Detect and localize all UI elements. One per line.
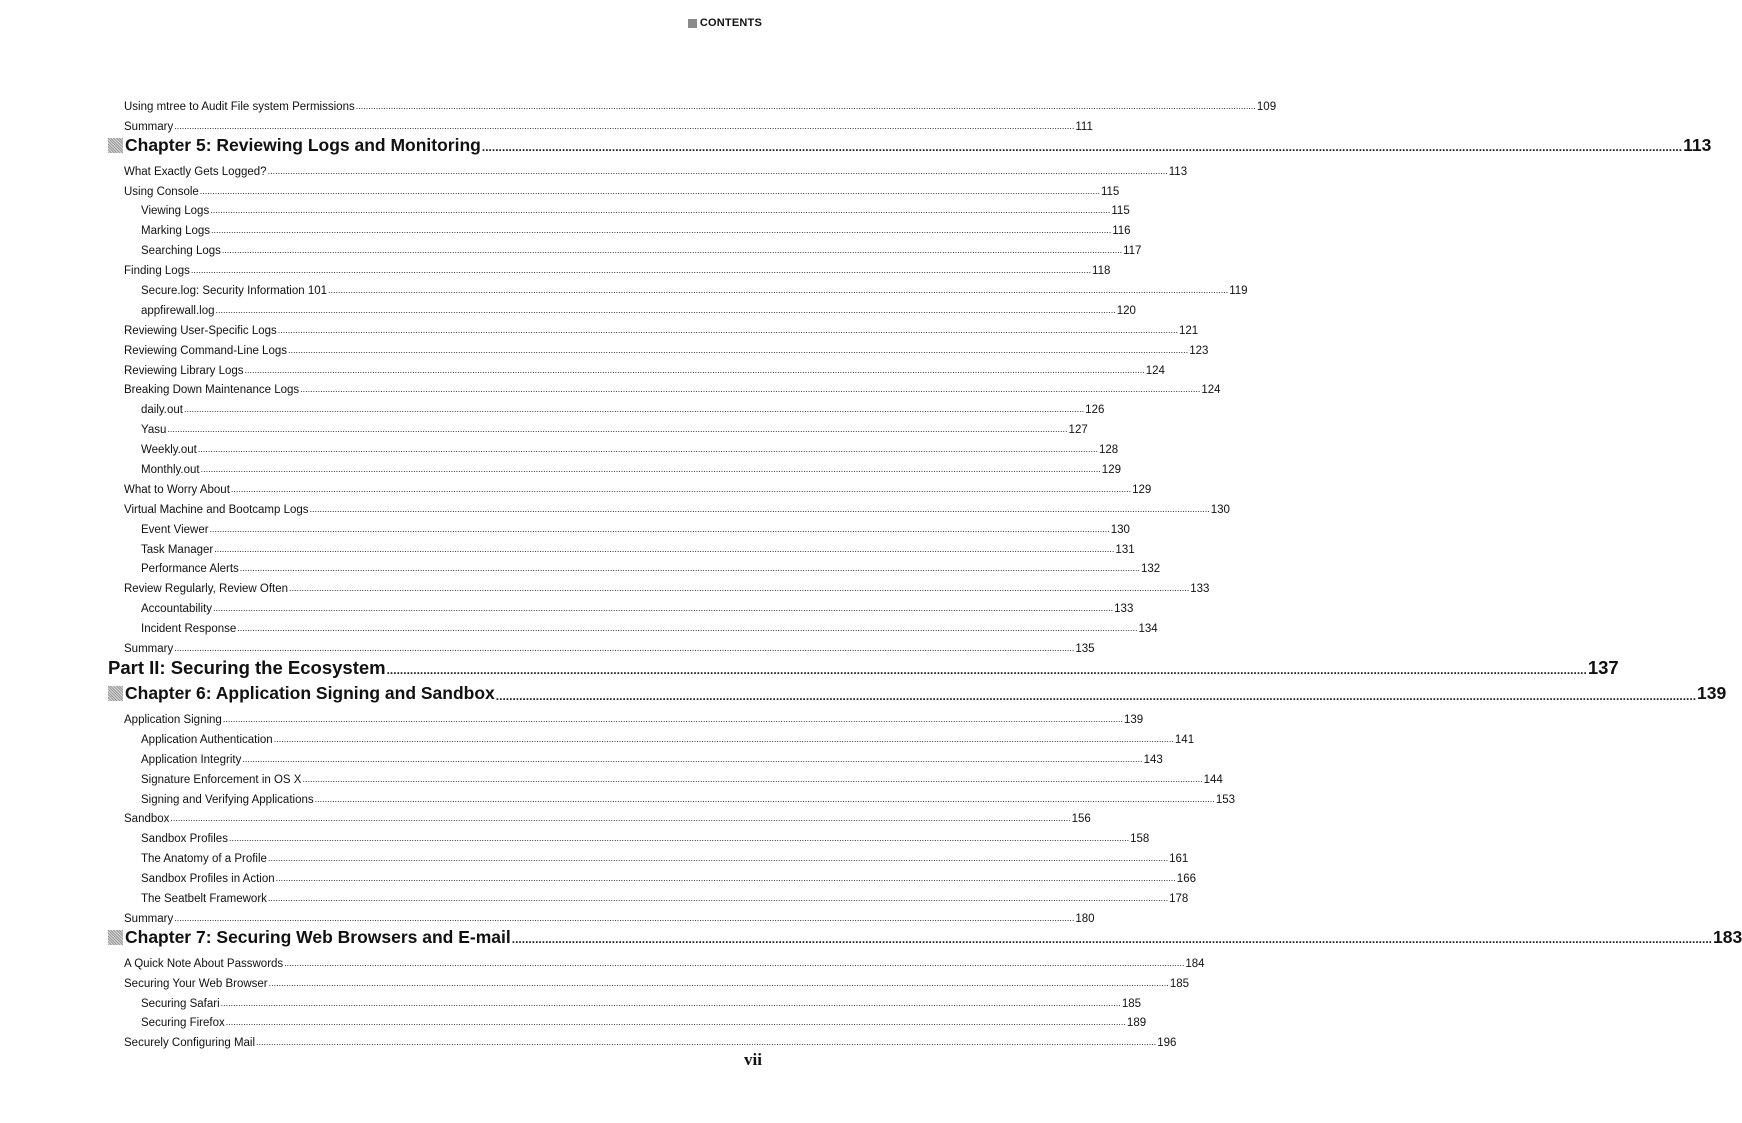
dot-leader: ........................................................................................................................................................................................................................................................................................................................................................................ xyxy=(239,563,1140,574)
dot-leader: ........................................................................................................................................................................................................................................................................................................................................................................ xyxy=(309,503,1210,514)
toc-subsection-entry xyxy=(0,845,1189,866)
entry-page-number: 116 xyxy=(1112,225,1131,238)
dot-leader: ........................................................................................................................................................................................................................................................................................................................................................................ xyxy=(268,977,1169,988)
entry-title: What Exactly Gets Logged? xyxy=(124,165,267,178)
toc-subsection-entry xyxy=(0,217,1131,238)
entry-page-number: 178 xyxy=(1169,892,1189,905)
entry-title: Task Manager xyxy=(141,543,214,556)
entry-page-number: 139 xyxy=(1124,713,1144,726)
entry-title: Summary xyxy=(124,912,174,925)
entry-page-number: 123 xyxy=(1189,344,1209,357)
toc-subsection-entry xyxy=(0,786,1235,806)
toc-part-entry xyxy=(0,655,1619,681)
toc-subsection-entry xyxy=(0,825,1150,846)
entry-title: Reviewing User-Specific Logs xyxy=(124,324,277,337)
dot-leader: ........................................................................................................................................................................................................................................................................................................................................................................ xyxy=(284,957,1185,968)
entry-page-number: 119 xyxy=(1229,285,1248,298)
toc-section-entry xyxy=(0,476,1152,496)
entry-page-number: 127 xyxy=(1068,424,1088,437)
entry-page-number: 132 xyxy=(1140,563,1161,576)
dot-leader: ........................................................................................................................................................................................................................................................................................................................................................................ xyxy=(244,364,1145,375)
entry-title: Reviewing Library Logs xyxy=(124,364,244,377)
chapter-marker-icon xyxy=(108,686,123,701)
entry-page-number: 118 xyxy=(1092,265,1111,278)
dot-leader: ........................................................................................................................................................................................................................................................................................................................................................................ xyxy=(237,623,1138,634)
toc-section-entry xyxy=(0,93,1277,113)
toc-section-entry xyxy=(0,257,1111,278)
entry-title: Monthly.out xyxy=(141,464,200,477)
dot-leader: ........................................................................................................................................................................................................................................................................................................................................................................ xyxy=(225,1017,1126,1028)
square-icon xyxy=(688,19,697,28)
toc-subsection-entry xyxy=(0,297,1136,317)
toc-section-entry xyxy=(0,337,1209,357)
toc-section-entry xyxy=(0,806,1091,826)
entry-title: Part II: Securing the Ecosystem xyxy=(108,657,386,679)
toc-subsection-entry xyxy=(0,536,1135,556)
dot-leader: ........................................................................................................................................................................................................................................................................................................................................................................ xyxy=(174,912,1075,923)
dot-leader: ........................................................................................................................................................................................................................................................................................................................................................................ xyxy=(267,853,1169,864)
entry-title: daily.out xyxy=(141,404,183,417)
entry-page-number: 144 xyxy=(1203,773,1223,786)
toc-section-entry xyxy=(0,706,1144,726)
entry-title: Yasu xyxy=(141,424,167,437)
entry-title: Summary xyxy=(124,120,174,133)
toc-subsection-entry xyxy=(0,237,1142,258)
dot-leader: ........................................................................................................................................................................................................................................................................................................................................................................ xyxy=(220,997,1121,1008)
entry-page-number: 185 xyxy=(1169,977,1189,990)
entry-page-number: 196 xyxy=(1157,1037,1177,1050)
entry-title: Searching Logs xyxy=(141,245,221,258)
toc-section-entry xyxy=(0,950,1205,970)
toc-subsection-entry xyxy=(0,556,1161,576)
entry-page-number: 139 xyxy=(1697,683,1727,704)
toc-subsection-entry xyxy=(0,595,1134,616)
toc-subsection-entry xyxy=(0,615,1158,636)
toc-section-entry xyxy=(0,905,1095,925)
entry-title: What to Worry About xyxy=(124,483,230,496)
entry-page-number: 129 xyxy=(1101,464,1121,477)
dot-leader: ........................................................................................................................................................................................................................................................................................................................................................................ xyxy=(481,140,1683,155)
toc-subsection-entry xyxy=(0,516,1130,536)
entry-title: Signing and Verifying Applications xyxy=(141,793,314,806)
entry-title: Securely Configuring Mail xyxy=(124,1037,256,1050)
entry-title: A Quick Note About Passwords xyxy=(124,957,284,970)
dot-leader: ........................................................................................................................................................................................................................................................................................................................................................................ xyxy=(289,583,1190,594)
entry-page-number: 111 xyxy=(1075,120,1093,133)
dot-leader: ........................................................................................................................................................................................................................................................................................................................................................................ xyxy=(209,523,1110,534)
toc-section-entry xyxy=(0,317,1199,337)
dot-leader: ........................................................................................................................................................................................................................................................................................................................................................................ xyxy=(200,464,1101,475)
entry-page-number: 134 xyxy=(1138,623,1158,636)
entry-page-number: 166 xyxy=(1176,873,1196,886)
entry-page-number: 183 xyxy=(1712,926,1742,947)
dot-leader: ........................................................................................................................................................................................................................................................................................................................................................................ xyxy=(230,483,1132,494)
toc-section-entry xyxy=(0,970,1189,990)
dot-leader: ........................................................................................................................................................................................................................................................................................................................................................................ xyxy=(174,120,1075,131)
dot-leader: ........................................................................................................................................................................................................................................................................................................................................................................ xyxy=(314,793,1215,804)
entry-title: Viewing Logs xyxy=(141,205,210,218)
entry-title: Sandbox Profiles in Action xyxy=(141,873,275,886)
entry-title: Sandbox xyxy=(124,813,170,826)
dot-leader: ........................................................................................................................................................................................................................................................................................................................................................................ xyxy=(222,713,1124,724)
entry-page-number: 124 xyxy=(1145,364,1165,377)
entry-title: Accountability xyxy=(141,603,212,616)
entry-title: Breaking Down Maintenance Logs xyxy=(124,384,300,397)
entry-title: Securing Safari xyxy=(141,997,220,1010)
entry-page-number: 128 xyxy=(1099,444,1119,457)
entry-page-number: 189 xyxy=(1126,1017,1147,1030)
toc-chapter-entry xyxy=(0,925,1742,950)
entry-title: Marking Logs xyxy=(141,225,211,238)
toc-section-entry xyxy=(0,113,1093,133)
toc-subsection-entry xyxy=(0,726,1195,746)
dot-leader: ........................................................................................................................................................................................................................................................................................................................................................................ xyxy=(170,813,1071,824)
dot-leader: ........................................................................................................................................................................................................................................................................................................................................................................ xyxy=(242,753,1143,764)
entry-page-number: 161 xyxy=(1169,853,1189,866)
dot-leader: ........................................................................................................................................................................................................................................................................................................................................................................ xyxy=(277,324,1178,335)
entry-page-number: 115 xyxy=(1100,185,1120,198)
dot-leader: ........................................................................................................................................................................................................................................................................................................................................................................ xyxy=(199,185,1100,196)
entry-page-number: 143 xyxy=(1143,753,1163,766)
toc-section-entry xyxy=(0,158,1188,178)
entry-page-number: 153 xyxy=(1215,793,1235,806)
entry-title: Using mtree to Audit File system Permissions xyxy=(124,100,355,113)
entry-page-number: 130 xyxy=(1110,523,1130,536)
entry-title: Virtual Machine and Bootcamp Logs xyxy=(124,503,309,516)
entry-page-number: 137 xyxy=(1587,657,1619,679)
dot-leader: ........................................................................................................................................................................................................................................................................................................................................................................ xyxy=(183,404,1085,415)
entry-page-number: 129 xyxy=(1132,483,1152,496)
toc-subsection-entry xyxy=(0,396,1105,417)
dot-leader: ........................................................................................................................................................................................................................................................................................................................................................................ xyxy=(288,344,1189,355)
dot-leader: ........................................................................................................................................................................................................................................................................................................................................................................ xyxy=(300,384,1201,395)
toc-subsection-entry xyxy=(0,456,1121,477)
toc-subsection-entry xyxy=(0,277,1248,298)
toc-section-entry xyxy=(0,377,1221,397)
dot-leader: ........................................................................................................................................................................................................................................................................................................................................................................ xyxy=(167,424,1068,435)
entry-page-number: 135 xyxy=(1075,643,1095,656)
header-label: CONTENTS xyxy=(699,17,762,29)
entry-title: The Anatomy of a Profile xyxy=(141,853,267,866)
dot-leader: ........................................................................................................................................................................................................................................................................................................................................................................ xyxy=(256,1037,1157,1048)
dot-leader: ........................................................................................................................................................................................................................................................................................................................................................................ xyxy=(267,165,1168,176)
entry-page-number: 124 xyxy=(1201,384,1221,397)
toc-subsection-entry xyxy=(0,865,1196,886)
dot-leader: ........................................................................................................................................................................................................................................................................................................................................................................ xyxy=(275,873,1176,884)
entry-title: Performance Alerts xyxy=(141,563,239,576)
entry-title: appfirewall.log xyxy=(141,304,215,317)
entry-page-number: 185 xyxy=(1121,997,1141,1010)
entry-page-number: 113 xyxy=(1168,165,1188,178)
running-header xyxy=(688,17,762,29)
entry-page-number: 109 xyxy=(1256,100,1277,113)
entry-title: Application Signing xyxy=(124,713,222,726)
entry-page-number: 115 xyxy=(1111,205,1130,218)
dot-leader: ........................................................................................................................................................................................................................................................................................................................................................................ xyxy=(214,543,1115,554)
entry-title: Sandbox Profiles xyxy=(141,833,228,846)
dot-leader: ........................................................................................................................................................................................................................................................................................................................................................................ xyxy=(386,663,1587,678)
entry-title: Finding Logs xyxy=(124,265,190,278)
entry-page-number: 141 xyxy=(1174,733,1195,746)
entry-title: Signature Enforcement in OS X xyxy=(141,773,302,786)
toc-subsection-entry xyxy=(0,990,1141,1010)
entry-page-number: 156 xyxy=(1071,813,1091,826)
entry-title: Chapter 5: Reviewing Logs and Monitoring xyxy=(125,134,481,155)
entry-page-number: 133 xyxy=(1190,583,1210,596)
toc-section-entry xyxy=(0,575,1210,596)
entry-page-number: 117 xyxy=(1123,245,1142,258)
dot-leader: ........................................................................................................................................................................................................................................................................................................................................................................ xyxy=(495,688,1697,703)
toc-section-entry xyxy=(0,178,1120,198)
toc-subsection-entry xyxy=(0,1010,1147,1030)
dot-leader: ........................................................................................................................................................................................................................................................................................................................................................................ xyxy=(511,932,1712,947)
chapter-marker-icon xyxy=(108,138,123,153)
dot-leader: ........................................................................................................................................................................................................................................................................................................................................................................ xyxy=(190,265,1092,276)
dot-leader: ........................................................................................................................................................................................................................................................................................................................................................................ xyxy=(355,100,1256,111)
entry-title: Summary xyxy=(124,643,174,656)
dot-leader: ........................................................................................................................................................................................................................................................................................................................................................................ xyxy=(197,444,1099,455)
entry-page-number: 113 xyxy=(1683,134,1712,155)
entry-title: Secure.log: Security Information 101 xyxy=(141,285,328,298)
entry-title: Securing Your Web Browser xyxy=(124,977,268,990)
dot-leader: ........................................................................................................................................................................................................................................................................................................................................................................ xyxy=(328,285,1229,296)
toc-chapter-entry xyxy=(0,681,1727,706)
dot-leader: ........................................................................................................................................................................................................................................................................................................................................................................ xyxy=(215,304,1116,315)
toc-section-entry xyxy=(0,496,1230,516)
dot-leader: ........................................................................................................................................................................................................................................................................................................................................................................ xyxy=(174,643,1075,654)
entry-page-number: 121 xyxy=(1178,324,1199,337)
entry-page-number: 180 xyxy=(1075,912,1095,925)
toc-section-entry xyxy=(0,635,1095,656)
dot-leader: ........................................................................................................................................................................................................................................................................................................................................................................ xyxy=(211,225,1112,236)
dot-leader: ........................................................................................................................................................................................................................................................................................................................................................................ xyxy=(302,773,1203,784)
entry-page-number: 184 xyxy=(1185,957,1205,970)
dot-leader: ........................................................................................................................................................................................................................................................................................................................................................................ xyxy=(273,733,1174,744)
toc-section-entry xyxy=(0,1029,1177,1050)
entry-title: Incident Response xyxy=(141,623,237,636)
toc-chapter-entry xyxy=(0,133,1712,158)
table-of-contents xyxy=(0,93,1742,1050)
toc-subsection-entry xyxy=(0,436,1119,457)
entry-title: The Seatbelt Framework xyxy=(141,892,267,905)
toc-subsection-entry xyxy=(0,416,1088,437)
toc-section-entry xyxy=(0,357,1165,377)
entry-title: Chapter 6: Application Signing and Sandbox xyxy=(125,683,495,704)
dot-leader: ........................................................................................................................................................................................................................................................................................................................................................................ xyxy=(221,245,1123,256)
entry-title: Using Console xyxy=(124,185,199,198)
entry-page-number: 126 xyxy=(1085,404,1105,417)
dot-leader: ........................................................................................................................................................................................................................................................................................................................................................................ xyxy=(210,205,1111,216)
entry-page-number: 158 xyxy=(1130,833,1150,846)
page-number: vii xyxy=(744,1050,762,1069)
toc-subsection-entry xyxy=(0,766,1223,786)
entry-title: Securing Firefox xyxy=(141,1017,225,1030)
entry-title: Event Viewer xyxy=(141,523,209,536)
toc-subsection-entry xyxy=(0,198,1130,218)
toc-subsection-entry xyxy=(0,746,1163,766)
entry-page-number: 131 xyxy=(1115,543,1135,556)
entry-title: Application Integrity xyxy=(141,753,242,766)
entry-title: Reviewing Command-Line Logs xyxy=(124,344,287,357)
toc-subsection-entry xyxy=(0,885,1189,905)
entry-page-number: 130 xyxy=(1210,503,1230,516)
entry-title: Chapter 7: Securing Web Browsers and E-mail xyxy=(125,926,511,947)
entry-page-number: 120 xyxy=(1116,304,1136,317)
entry-title: Application Authentication xyxy=(141,733,273,746)
chapter-marker-icon xyxy=(108,930,123,945)
dot-leader: ........................................................................................................................................................................................................................................................................................................................................................................ xyxy=(212,603,1114,614)
dot-leader: ........................................................................................................................................................................................................................................................................................................................................................................ xyxy=(228,833,1130,844)
dot-leader: ........................................................................................................................................................................................................................................................................................................................................................................ xyxy=(267,892,1169,903)
entry-page-number: 133 xyxy=(1114,603,1134,616)
entry-title: Review Regularly, Review Often xyxy=(124,583,289,596)
entry-title: Weekly.out xyxy=(141,444,197,457)
